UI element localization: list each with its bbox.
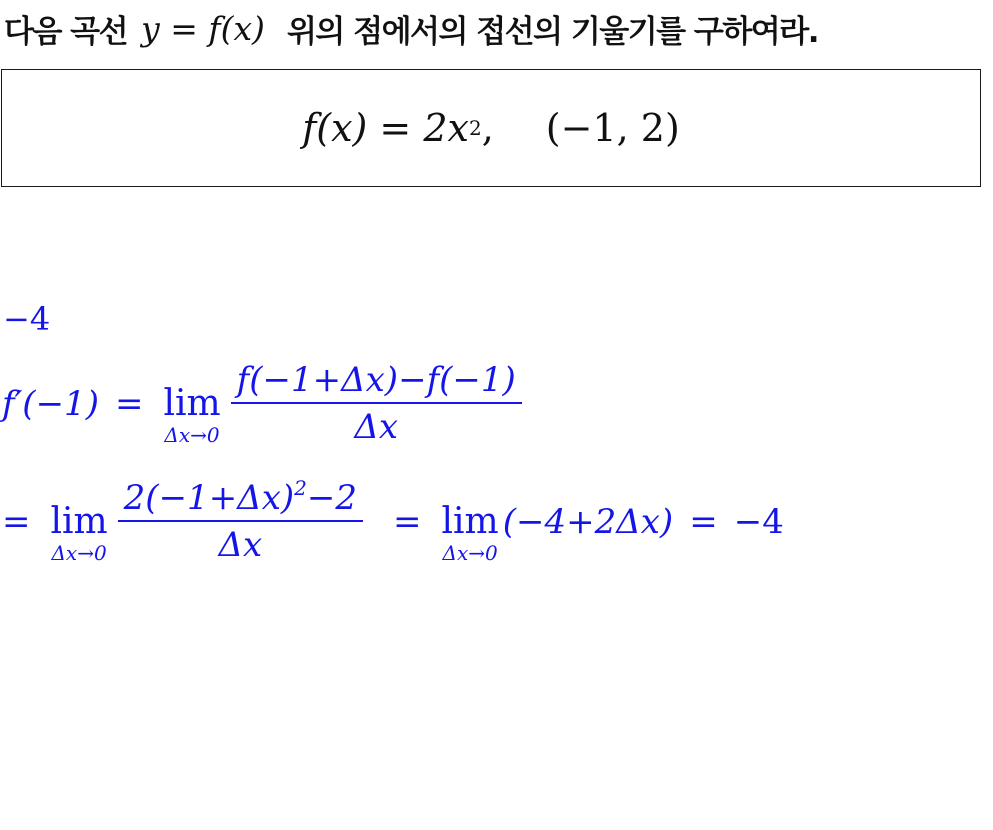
equals-sign-3: = [689,501,718,542]
limit-subscript: Δx→0 [164,422,220,447]
numerator-exponent: 2 [294,476,307,500]
limit-operator [163,382,221,447]
limit-operator [50,500,108,565]
derivative-lhs: f′(−1) [2,383,99,424]
fraction-numerator: f(−1+Δx)−f(−1) [236,360,516,400]
expanded-quotient [118,478,363,566]
result-value: −4 [733,501,784,542]
question-intro: 다음 곡선 [4,13,128,50]
tangent-point: (−1, 2) [545,106,680,150]
curve-equation: y = f(x) [141,8,265,48]
function-definition: f(x) = 2x [302,106,469,150]
equals-sign: = [114,383,144,424]
function-comma: , [481,106,494,150]
limit-subscript: Δx→0 [442,540,498,565]
numerator-base: 2(−1+Δx) [123,478,295,518]
fraction-numerator [118,478,363,520]
question-instruction: 위의 점에서의 접선의 기울기를 구하여라. [286,13,818,50]
limit-subscript: Δx→0 [51,540,107,565]
limit-word: lim [441,500,499,542]
fraction-denominator: Δx [354,406,399,447]
simplified-expression: (−4+2Δx) [502,501,674,542]
equals-sign-2: = [393,501,422,542]
problem-box: f(x) = 2x 2 , (−1, 2) [1,69,981,187]
limit-word: lim [163,382,221,424]
limit-operator-2 [441,500,499,565]
solution-line-2 [2,478,784,566]
question-text [4,6,818,50]
equals-sign: = [2,501,31,542]
limit-word: lim [50,500,108,542]
fraction-denominator: Δx [218,524,263,565]
final-answer: −4 [3,300,51,338]
numerator-tail: −2 [306,478,358,518]
difference-quotient [231,360,522,448]
solution-line-1 [2,360,528,448]
